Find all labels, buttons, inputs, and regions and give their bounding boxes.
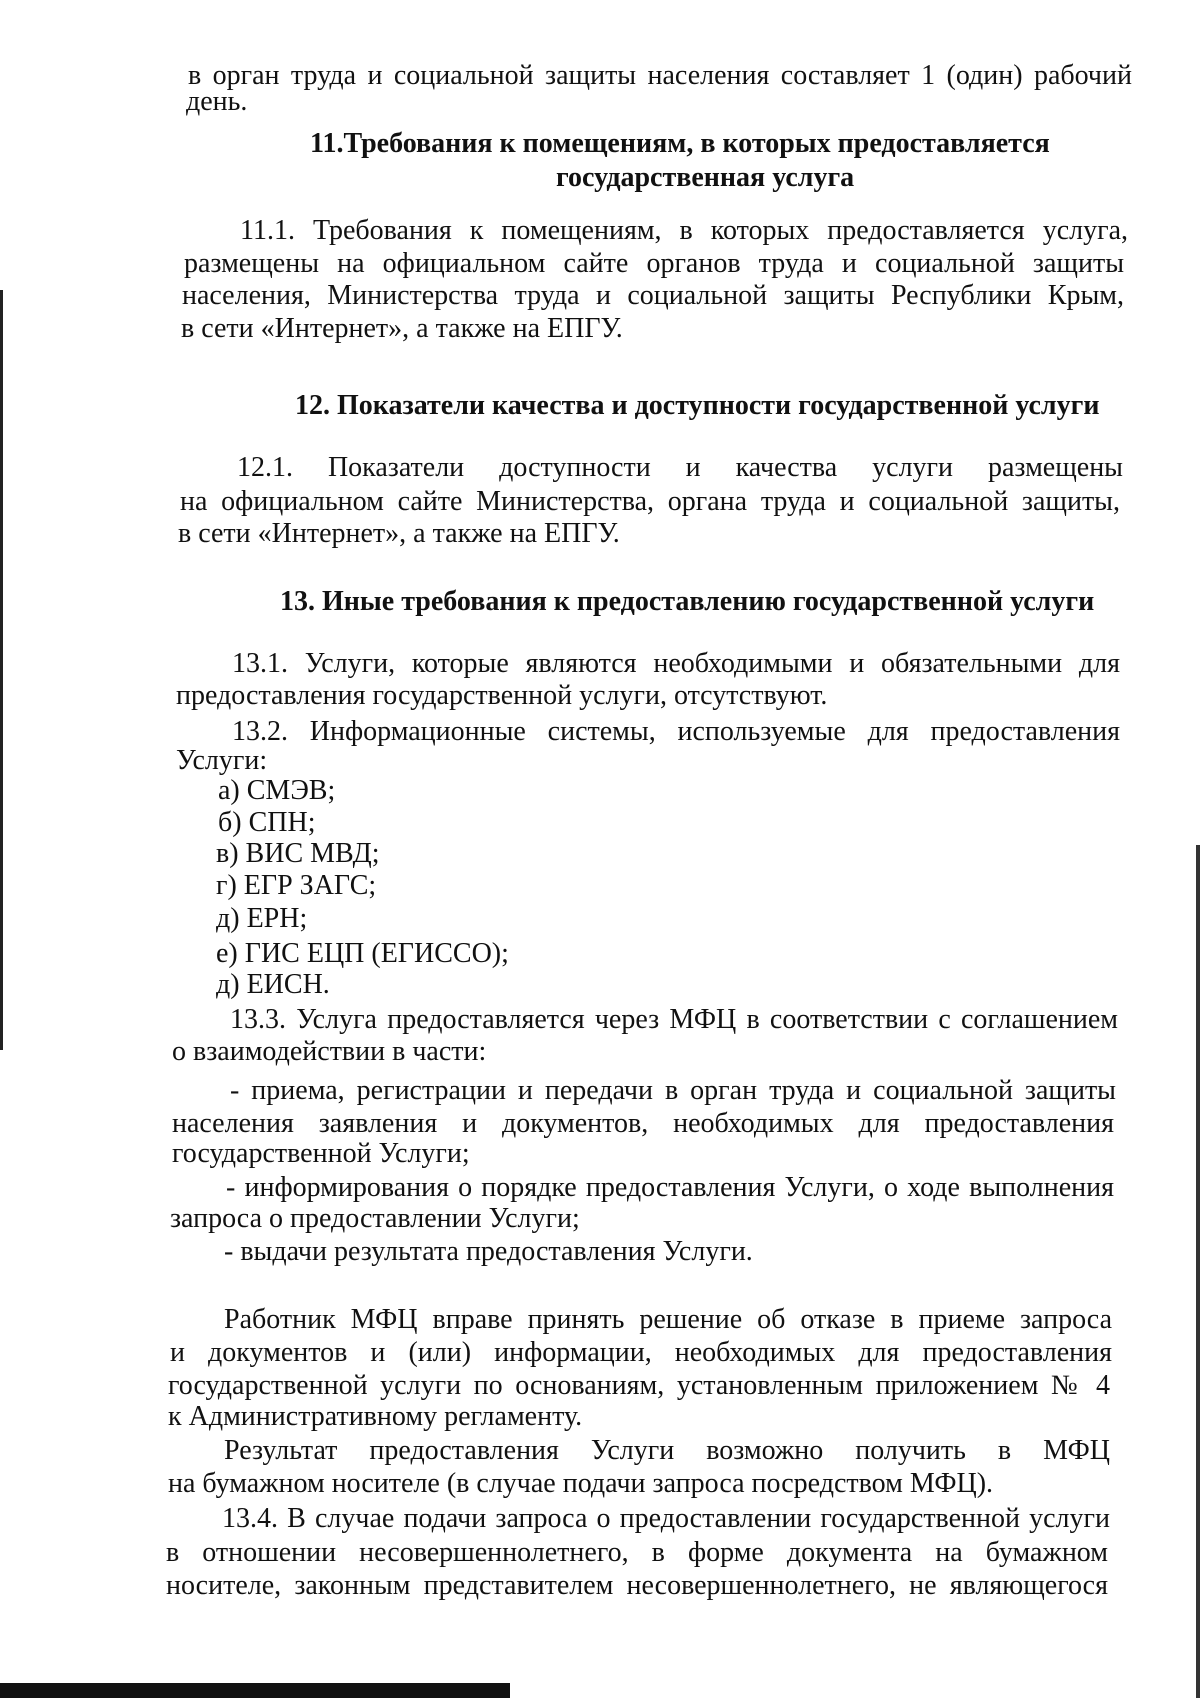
scan-edge-right xyxy=(1196,845,1200,1698)
text-line: - выдачи результата предоставления Услуги. xyxy=(224,1236,753,1267)
text-line: 13.2. Информационные системы, используемые для предоставления xyxy=(232,716,1120,747)
text-line: 12.1. Показатели доступности и качества услуги размещены xyxy=(237,452,1123,483)
text-line: на бумажном носителе (в случае подачи запроса посредством МФЦ). xyxy=(168,1468,994,1499)
section-heading: 11.Требования к помещениям, в которых предоставляется xyxy=(310,128,1050,159)
text-line: государственной Услуги; xyxy=(172,1138,470,1169)
text-line: 13.4. В случае подачи запроса о предоставлении государственной услуги xyxy=(222,1503,1110,1534)
text-line: государственной услуги по основаниям, установленным приложением № 4 xyxy=(168,1370,1110,1401)
text-line: Работник МФЦ вправе принять решение об отказе в приеме запроса xyxy=(224,1304,1112,1335)
text-line: в отношении несовершеннолетнего, в форме документа на бумажном xyxy=(166,1537,1108,1568)
text-line: размещены на официальном сайте органов труда и социальной защиты xyxy=(184,248,1124,279)
text-line: 11.1. Требования к помещениям, в которых предоставляется услуга, xyxy=(240,215,1128,246)
list-item: а) СМЭВ; xyxy=(218,775,336,806)
text-line: в сети «Интернет», а также на ЕПГУ. xyxy=(181,313,623,344)
text-line: Результат предоставления Услуги возможно получить в МФЦ xyxy=(224,1435,1110,1466)
text-line: на официальном сайте Министерства, органа труда и социальной защиты, xyxy=(180,486,1120,517)
text-line: - информирования о порядке предоставления Услуги, о ходе выполнения xyxy=(226,1172,1114,1203)
text-line: населения, Министерства труда и социальной защиты Республики Крым, xyxy=(182,280,1124,311)
text-line: - приема, регистрации и передачи в орган труда и социальной защиты xyxy=(230,1075,1116,1106)
list-item: б) СПН; xyxy=(218,807,316,838)
text-line: 13.3. Услуга предоставляется через МФЦ в соответствии с соглашением xyxy=(230,1004,1118,1035)
text-line: к Административному регламенту. xyxy=(168,1401,583,1432)
section-heading: 12. Показатели качества и доступности государственной услуги xyxy=(295,390,1100,421)
text-line: в орган труда и социальной защиты населения составляет 1 (один) рабочий xyxy=(188,60,1132,91)
list-item: в) ВИС МВД; xyxy=(216,838,380,869)
text-line: Услуги: xyxy=(176,745,268,776)
text-line: и документов и (или) информации, необходимых для предоставления xyxy=(170,1337,1112,1368)
text-line: запроса о предоставлении Услуги; xyxy=(170,1203,580,1234)
text-line: день. xyxy=(186,86,248,117)
text-line: 13.1. Услуги, которые являются необходимыми и обязательными для xyxy=(232,648,1120,679)
list-item: е) ГИС ЕЦП (ЕГИССО); xyxy=(216,938,509,969)
scan-edge-left xyxy=(0,290,3,1050)
text-line: в сети «Интернет», а также на ЕПГУ. xyxy=(178,518,620,549)
list-item: г) ЕГР ЗАГС; xyxy=(216,870,377,901)
scan-edge-bottom xyxy=(0,1683,510,1698)
section-heading: 13. Иные требования к предоставлению государственной услуги xyxy=(280,586,1095,617)
text-line: предоставления государственной услуги, отсутствуют. xyxy=(176,680,828,711)
text-line: о взаимодействии в части: xyxy=(172,1036,487,1067)
section-heading: государственная услуга xyxy=(556,162,855,193)
list-item: д) ЕРН; xyxy=(216,903,308,934)
text-line: населения заявления и документов, необходимых для предоставления xyxy=(172,1108,1114,1139)
text-line: носителе, законным представителем несовершеннолетнего, не являющегося xyxy=(166,1570,1108,1601)
list-item: д) ЕИСН. xyxy=(216,969,330,1000)
